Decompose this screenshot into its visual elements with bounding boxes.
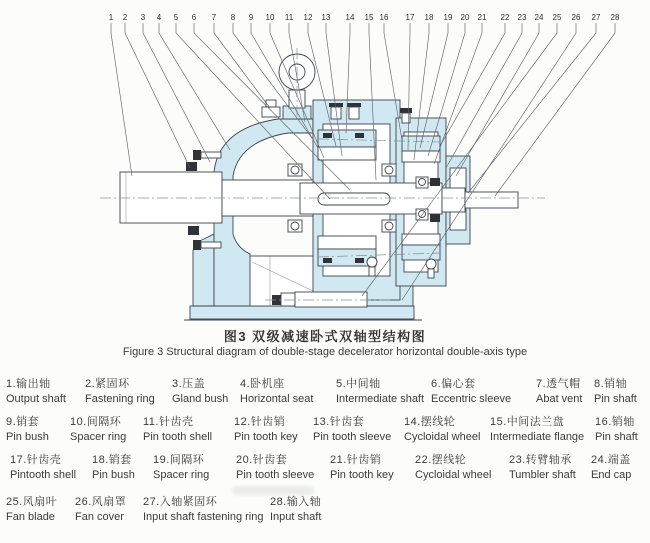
part-label-en: Intermediate flange <box>490 431 585 443</box>
part-22 <box>415 453 491 483</box>
callout-number-9: 9 <box>248 13 254 22</box>
shaft-seal-lower <box>188 226 199 235</box>
part-label-en: Pin shaft <box>595 431 638 443</box>
part-label-zh: 7.透气帽 <box>536 378 581 390</box>
part-label-zh: 13.针齿套 <box>313 416 365 428</box>
input-shaft <box>442 188 518 212</box>
output-shaft <box>120 172 313 223</box>
callout-number-4: 4 <box>156 13 162 22</box>
part-label-zh: 11.针齿壳 <box>143 416 194 428</box>
part-23 <box>509 453 576 483</box>
part-5 <box>336 377 424 407</box>
part-label-en: Spacer ring <box>70 431 127 443</box>
callout-number-12: 12 <box>303 13 313 22</box>
callout-number-22: 22 <box>500 13 510 22</box>
part-label-zh: 23.转臂轴承 <box>509 454 572 466</box>
callout-number-25: 25 <box>552 13 562 22</box>
part-11 <box>143 415 212 445</box>
part-label-en: Horizontal seat <box>240 393 314 405</box>
callout-number-18: 18 <box>424 13 434 22</box>
part-label-zh: 27.入轴紧固环 <box>143 496 218 508</box>
part-label-en: Fastening ring <box>85 393 155 405</box>
part-13 <box>313 415 391 445</box>
callout-number-21: 21 <box>477 13 487 22</box>
part-label-en: Cycloidal wheel <box>415 469 492 481</box>
part-label-en: Abat vent <box>536 393 583 405</box>
callout-number-6: 6 <box>191 13 197 22</box>
part-label-en: Pin tooth sleeve <box>313 431 392 443</box>
machine-drawing <box>100 48 545 320</box>
leader-line-27 <box>468 23 596 193</box>
part-label-en: Intermediate shaft <box>336 393 425 405</box>
part-label-zh: 19.间隔环 <box>153 454 205 466</box>
part-label-zh: 9.销套 <box>6 416 40 428</box>
part-label-zh: 10.间隔环 <box>70 416 122 428</box>
input-seal-upper <box>430 178 440 186</box>
part-14 <box>404 415 480 445</box>
part-label-zh: 28.输入轴 <box>270 496 322 508</box>
part-label-zh: 6.偏心套 <box>431 378 476 390</box>
callout-number-16: 16 <box>379 13 389 22</box>
part-9 <box>6 415 49 445</box>
part-3 <box>172 377 228 407</box>
part-12 <box>234 415 298 445</box>
callout-number-19: 19 <box>443 13 453 22</box>
part-label-en: Cycloidal wheel <box>404 431 481 443</box>
part-label-zh: 17.针齿壳 <box>10 454 62 466</box>
part-6 <box>431 377 511 407</box>
callout-number-11: 11 <box>284 13 294 22</box>
part-label-zh: 16.销轴 <box>595 416 635 428</box>
leader-line-2 <box>125 23 190 168</box>
callout-number-20: 20 <box>460 13 470 22</box>
part-label-en: Pin shaft <box>594 393 637 405</box>
callout-number-13: 13 <box>321 13 331 22</box>
part-label-zh: 14.摆线轮 <box>404 416 456 428</box>
callout-number-7: 7 <box>211 13 217 22</box>
part-label-en: Pin tooth key <box>330 469 394 481</box>
leader-line-4 <box>159 23 230 150</box>
callout-number-1: 1 <box>108 13 114 22</box>
part-label-en: Eccentric sleeve <box>431 393 512 405</box>
callout-number-10: 10 <box>265 13 275 22</box>
part-label-en: Input shaft fastening ring <box>143 511 264 523</box>
breather-bolt <box>262 100 280 117</box>
part-label-zh: 18.销套 <box>92 454 132 466</box>
part-label-zh: 26.风扇罩 <box>75 496 127 508</box>
part-1 <box>6 377 66 407</box>
callout-number-17: 17 <box>405 13 415 22</box>
part-label-zh: 1.输出轴 <box>6 378 51 390</box>
part-26 <box>75 495 126 525</box>
part-18 <box>92 453 135 483</box>
part-label-en: Pin tooth shell <box>143 431 213 443</box>
part-2 <box>85 377 155 407</box>
part-20 <box>236 453 314 483</box>
part-label-zh: 25.风扇叶 <box>6 496 58 508</box>
part-label-en: Tumbler shaft <box>509 469 576 481</box>
leader-line-7 <box>214 23 270 108</box>
part-4 <box>240 377 313 407</box>
figure-caption-zh: 图3 双级减速卧式双轴型结构图 <box>223 329 427 344</box>
part-label-en: Pintooth shell <box>10 469 77 481</box>
part-label-zh: 12.针齿销 <box>234 416 286 428</box>
part-label-zh: 2.紧固环 <box>85 378 130 390</box>
callout-number-27: 27 <box>591 13 601 22</box>
part-label-en: Output shaft <box>6 393 66 405</box>
part-label-en: Pin bush <box>92 469 135 481</box>
callout-number-23: 23 <box>517 13 527 22</box>
part-label-en: Input shaft <box>270 511 322 523</box>
part-27 <box>143 495 263 525</box>
part-17 <box>10 453 76 483</box>
part-label-zh: 8.销轴 <box>594 378 628 390</box>
part-19 <box>153 453 209 483</box>
part-7 <box>536 377 582 407</box>
part-label-zh: 24.端盖 <box>591 454 631 466</box>
leader-line-3 <box>143 23 210 162</box>
callout-number-28: 28 <box>610 13 620 22</box>
input-seal-lower <box>430 214 440 222</box>
part-label-zh: 15.中间法兰盘 <box>490 416 565 428</box>
callout-number-15: 15 <box>364 13 374 22</box>
callout-number-2: 2 <box>122 13 128 22</box>
part-label-zh: 21.针齿销 <box>330 454 382 466</box>
part-label-en: Spacer ring <box>153 469 210 481</box>
part-label-zh: 4.卧机座 <box>240 378 285 390</box>
part-label-zh: 5.中间轴 <box>336 378 381 390</box>
part-label-en: Pin bush <box>6 431 49 443</box>
part-label-en: Pin tooth key <box>234 431 298 443</box>
part-28 <box>270 495 321 525</box>
part-25 <box>6 495 57 525</box>
callout-number-14: 14 <box>345 13 355 22</box>
scan-smudge-artifact <box>232 486 314 495</box>
leader-line-1 <box>111 23 132 176</box>
part-label-en: Gland bush <box>172 393 229 405</box>
part-15 <box>490 415 584 445</box>
part-16 <box>595 415 638 445</box>
part-label-en: Fan blade <box>6 511 55 523</box>
part-label-zh: 3.压盖 <box>172 378 206 390</box>
lower-shaft-assembly <box>272 292 367 307</box>
part-label-en: End cap <box>591 469 632 481</box>
part-10 <box>70 415 126 445</box>
part-24 <box>591 453 631 483</box>
part-label-en: Fan cover <box>75 511 124 523</box>
callout-number-24: 24 <box>534 13 544 22</box>
callout-number-5: 5 <box>173 13 179 22</box>
callout-number-8: 8 <box>230 13 236 22</box>
part-8 <box>594 377 637 407</box>
part-21 <box>330 453 394 483</box>
part-label-zh: 20.针齿套 <box>236 454 288 466</box>
callout-number-26: 26 <box>571 13 581 22</box>
callout-number-3: 3 <box>140 13 146 22</box>
part-label-en: Pin tooth sleeve <box>236 469 315 481</box>
figure-caption-en: Figure 3 Structural diagram of double-stage decelerator horizontal double-axis type <box>122 346 528 358</box>
part-label-zh: 22.摆线轮 <box>415 454 467 466</box>
